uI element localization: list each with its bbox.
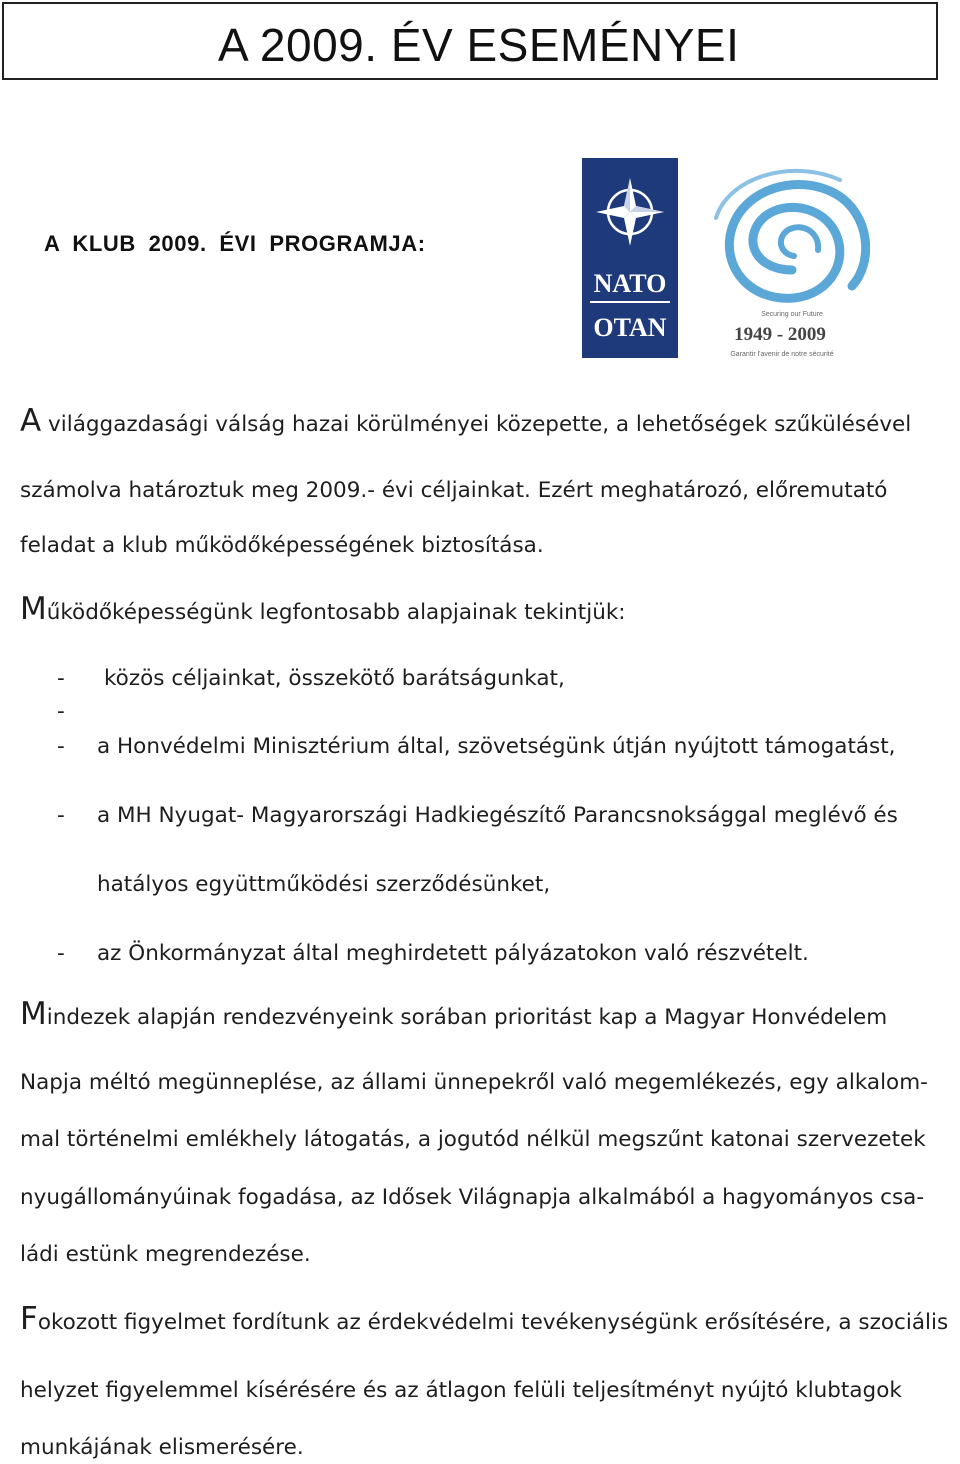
intro-line-1 — [20, 403, 912, 439]
years-label: 1949 - 2009 — [734, 324, 826, 345]
bullet-1: közös céljainkat, összekötő barátságunkat, — [104, 666, 565, 691]
priority-line-2: Napja méltó megünneplése, az állami ünnepekről való megemlékezés, egy alkalom- — [20, 1070, 928, 1095]
priority-text-1: indezek alapján rendezvényeink sorában prioritást kap a Magyar Honvédelem — [46, 1005, 888, 1030]
bullet-dash-2: - — [57, 734, 65, 759]
priority-line-3: mal történelmi emlékhely látogatás, a jogutód nélkül megszűnt katonai szervezetek — [20, 1127, 926, 1152]
attention-line-1 — [20, 1301, 949, 1337]
intro-text-1: világgazdasági válság hazai körülményei közepette, a lehetőségek szűkülésével — [41, 412, 912, 437]
nato-anniversary-logo — [582, 158, 878, 364]
title-box — [2, 2, 938, 80]
bullet-dash-4: - — [57, 941, 65, 966]
bullet-dash-3: - — [57, 803, 65, 828]
priority-line-5: ládi estünk megrendezése. — [20, 1242, 311, 1267]
attention-drop-cap: F — [20, 1301, 38, 1337]
page-title: A 2009. ÉV ESEMÉNYEI — [218, 19, 740, 71]
tagline-en: Securing our Future — [761, 311, 823, 318]
bullet-3b: hatályos együttműködési szerződésünket, — [97, 872, 551, 897]
priority-drop-cap: M — [20, 996, 47, 1032]
bullet-3a: a MH Nyugat- Magyarországi Hadkiegészítő Parancsnoksággal meglévő és — [97, 803, 898, 828]
bullet-dash-1: - — [57, 666, 65, 691]
intro-line-2: számolva határoztuk meg 2009.- évi céljainkat. Ezért meghatározó, előremutató — [20, 478, 888, 503]
priority-line-1 — [20, 996, 888, 1032]
otan-label: OTAN — [593, 313, 667, 342]
bullet-2: a Honvédelmi Minisztérium által, szövetségünk útján nyújtott támogatást, — [97, 734, 896, 759]
program-heading: A KLUB 2009. ÉVI PROGRAMJA: — [44, 231, 426, 256]
basis-line — [20, 591, 626, 627]
swirl-icon — [716, 171, 866, 298]
attention-line-2: helyzet figyelemmel kísérésére és az átlagon felüli teljesítményt nyújtó klubtagok — [20, 1378, 902, 1403]
attention-text-1: okozott figyelmet fordítunk az érdekvédelmi tevékenységünk erősítésére, a szociális — [37, 1310, 949, 1335]
tagline-fr: Garantir l'avenir de notre sécurité — [730, 351, 834, 358]
bullet-dash-empty: - — [57, 699, 65, 724]
intro-line-3: feladat a klub működőképességének biztosítása. — [20, 533, 544, 558]
attention-line-3: munkájának elismerésére. — [20, 1435, 304, 1460]
intro-drop-cap: A — [20, 403, 42, 439]
nato-label: NATO — [593, 269, 667, 298]
basis-text: űködőképességünk legfontosabb alapjainak tekintjük: — [46, 600, 626, 625]
basis-drop-cap: M — [20, 591, 47, 627]
priority-line-4: nyugállományúinak fogadása, az Idősek Világnapja alkalmából a hagyományos csa- — [20, 1185, 925, 1210]
bullet-4: az Önkormányzat által meghirdetett pályázatokon való részvételt. — [97, 941, 809, 966]
